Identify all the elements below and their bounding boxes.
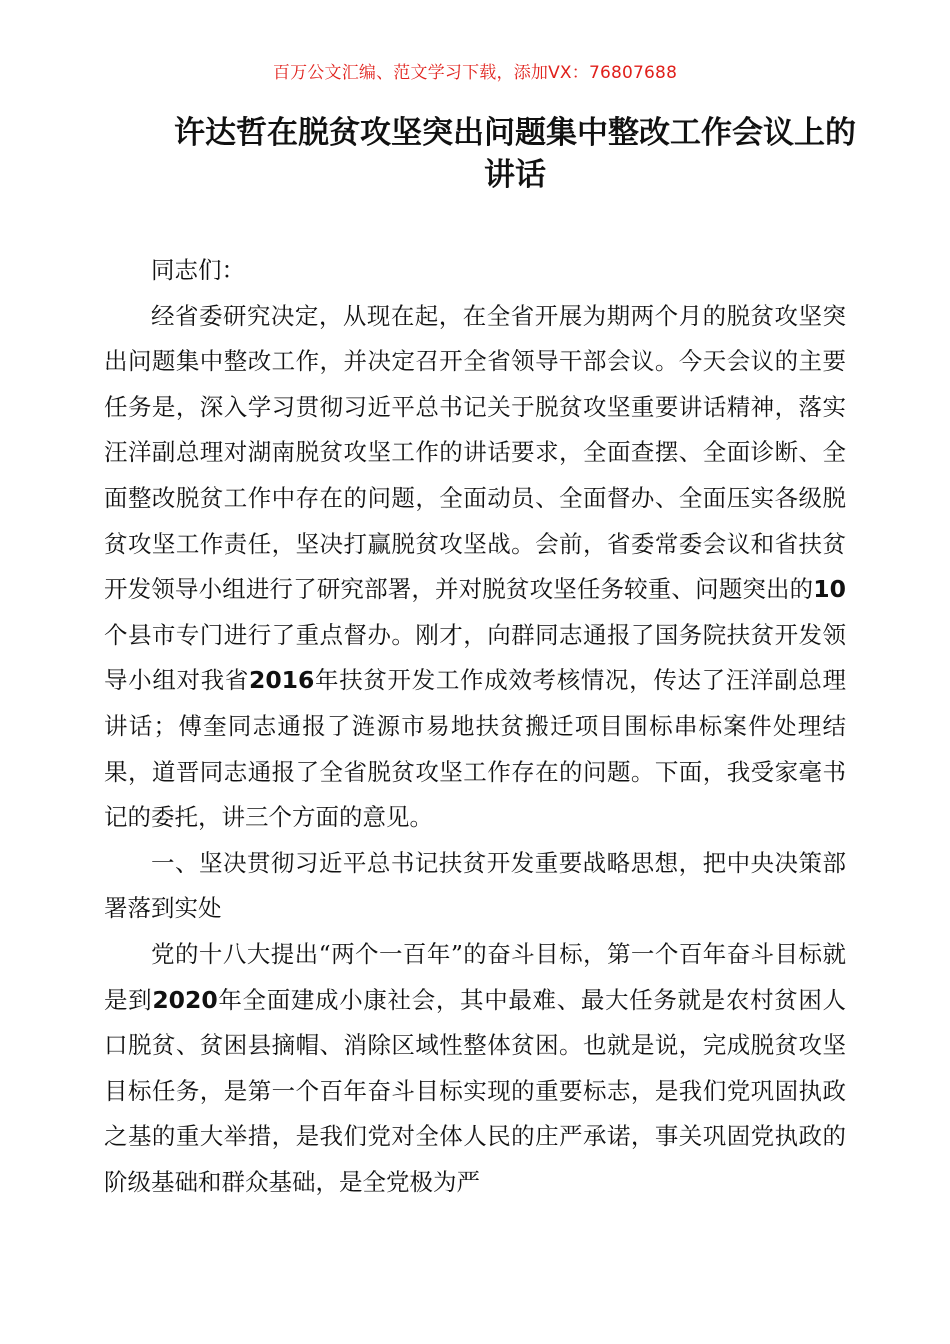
paragraph-section-1: 党的十八大提出“两个一百年”的奋斗目标，第一个百年奋斗目标就是到2020年全面建成小康社会，其中最难、最大任务就是农村贫困人口脱贫、贫困县摘帽、消除区域性整体贫困。也就是说，完成脱贫攻坚目标任务，是第一个百年奋斗目标实现的重要标志，是我们党巩固执政之基的重大举措，是我们党对全体人民的庄严承诺，事关巩固党执政的阶级基础和群众基础，是全党极为严 — [104, 939, 846, 1196]
number-2020: 2020 — [152, 985, 218, 1014]
number-10: 10 — [813, 575, 846, 604]
number-2016: 2016 — [248, 666, 315, 695]
document-body — [104, 248, 846, 1205]
paragraph-intro: 经省委研究决定，从现在起，在全省开展为期两个月的脱贫攻坚突出问题集中整改工作，并决定召开全省领导干部会议。今天会议的主要任务是，深入学习贯彻习近平总书记关于脱贫攻坚重要讲话精神，落实汪洋副总理对湖南脱贫攻坚工作的讲话要求，全面查摆、全面诊断、全面整改脱贫工作中存在的问题，全面动员、全面督办、全面压实各级脱贫攻坚工作责任，坚决打赢脱贫攻坚战。会前，省委常委会议和省扶贫开发领导小组进行了研究部署，并对脱贫攻坚任务较重、问题突出的10个县市专门进行了重点督办。刚才，向群同志通报了国务院扶贫开发领导小组对我省2016年扶贫开发工作成效考核情况，传达了汪洋副总理讲话；傅奎同志通报了涟源市易地扶贫搬迁项目围标串标案件处理结果，道晋同志通报了全省脱贫攻坚工作存在的问题。下面，我受家毫书记的委托，讲三个方面的意见。 — [104, 301, 846, 832]
document-title: 许达哲在脱贫攻坚突出问题集中整改工作会议上的讲话 — [174, 115, 856, 193]
salutation: 同志们： — [151, 256, 245, 284]
section-heading-1: 一、坚决贯彻习近平总书记扶贫开发重要战略思想，把中央决策部署落到实处 — [104, 848, 846, 923]
header-banner: 百万公文汇编、范文学习下载，添加VX：76807688 — [272, 63, 678, 83]
